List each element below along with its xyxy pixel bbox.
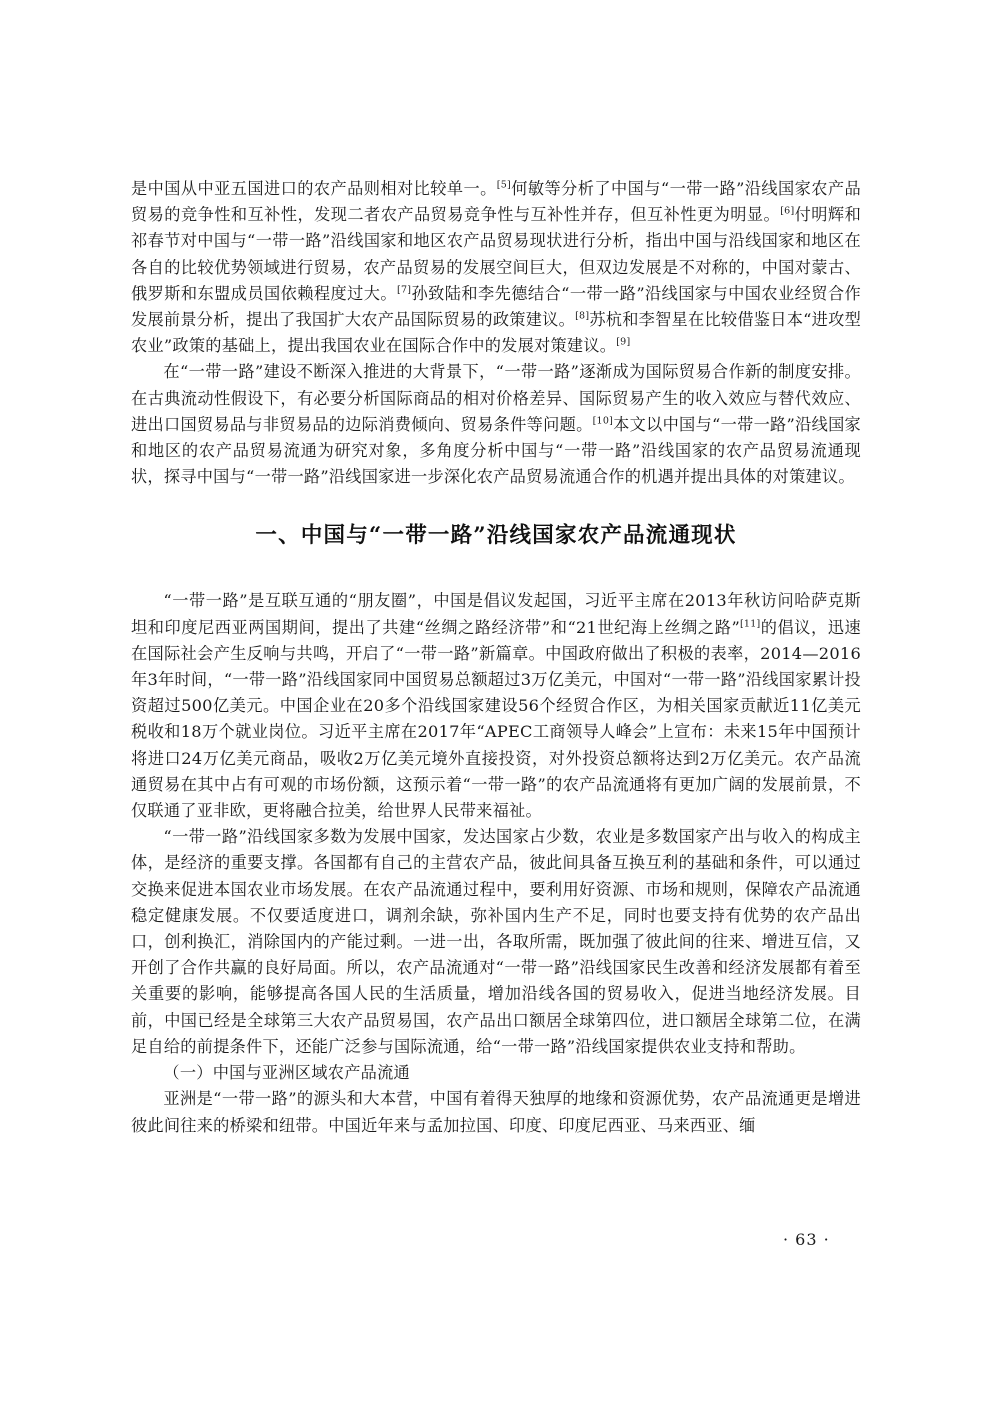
page-number: · 63 · <box>783 1230 830 1249</box>
paragraph-1-text-4: 孙致陆和李先德结合“一带一路”沿线国家与中国农业经贸合作发展前景分析，提出了我国扩大农产品国际贸易的政策建议。 <box>131 283 861 330</box>
paragraph-3 <box>131 588 861 824</box>
article-body <box>131 176 861 1139</box>
paragraph-4-text-1: “一带一路”沿线国家多数为发展中国家，发达国家占少数，农业是多数国家产出与收入的构成主体，是经济的重要支撑。各国都有自己的主营农产品，彼此间具备互换互利的基础和条件，可以通过交换来促进本国农业市场发展。在农产品流通过程中，要利用好资源、市场和规则，保障农产品流通稳定健康发展。不仅要适度进口，调剂余缺，弥补国内生产不足，同时也要支持有优势的农产品出口，创利换汇，消除国内的产能过剩。一进一出，各取所需，既加强了彼此间的往来、增进互信，又开创了合作共赢的良好局面。所以，农产品流通对“一带一路”沿线国家民生改善和经济发展都有着至关重要的影响，能够提高各国人民的生活质量，增加沿线各国的贸易收入，促进当地经济发展。目前，中国已经是全球第三大农产品贸易国，农产品出口额居全球第四位，进口额居全球第二位，在满足自给的前提条件下，还能广泛参与国际流通，给“一带一路”沿线国家提供农业支持和帮助。 <box>131 827 861 1056</box>
citation-11[interactable]: [11] <box>739 618 761 630</box>
paragraph-2-text-1: 在“一带一路”建设不断深入推进的大背景下，“一带一路”逐渐成为国际贸易合作新的制度安排。在古典流动性假设下，有必要分析国际商品的相对价格差异、国际贸易产生的收入效应与替代效应、进出口国贸易品与非贸易品的边际消费倾向、贸易条件等问题。 <box>131 362 861 434</box>
paragraph-1-text-5: 苏杭和李智星在比较借鉴日本“进攻型农业”政策的基础上，提出我国农业在国际合作中的发展对策建议。 <box>131 310 862 356</box>
citation-5[interactable]: [5] <box>496 179 512 191</box>
paragraph-1-text-2: 何敏等分析了中国与“一带一路”沿线国家农产品贸易的竞争性和互补性，发现二者农产品贸易竞争性与互补性并存，但互补性更为明显。 <box>131 179 861 225</box>
paragraph-2 <box>131 359 861 490</box>
paragraph-2-text-2: 本文以中国与“一带一路”沿线国家和地区的农产品贸易流通为研究对象，多角度分析中国与“一带一路”沿线国家的农产品贸易流通现状，探寻中国与“一带一路”沿线国家进一步深化农产品贸易流通合作的机遇并提出具体的对策建议。 <box>131 414 861 487</box>
paragraph-5 <box>131 1086 861 1138</box>
citation-8[interactable]: [8] <box>575 310 590 322</box>
paragraph-1-text-3: 付明辉和祁春节对中国与“一带一路”沿线国家和地区农产品贸易现状进行分析，指出中国与沿线国家和地区在各自的比较优势领域进行贸易，农产品贸易的发展空间巨大，但双边发展是不对称的，中国对蒙古、俄罗斯和东盟成员国依赖程度过大。 <box>131 205 862 303</box>
paragraph-1 <box>131 176 861 359</box>
paragraph-3-text-2: 的倡议，迅速在国际社会产生反响与共鸣，开启了“一带一路”新篇章。中国政府做出了积极的表率，2014—2016年3年时间，“一带一路”沿线国家同中国贸易总额超过3万亿美元，中国对“一带一路”沿线国家累计投资超过500亿美元。中国企业在20多个沿线国家建设56个经贸合作区，为相关国家贡献近11亿美元税收和18万个就业岗位。习近平主席在2017年“APEC工商领导人峰会”上宣布：未来15年中国预计将进口24万亿美元商品，吸收2万亿美元境外直接投资，对外投资总额将达到2万亿美元。农产品流通贸易在其中占有可观的市场份额，这预示着“一带一路”的农产品流通将有更加广阔的发展前景，不仅联通了亚非欧，更将融合拉美，给世界人民带来福祉。 <box>131 617 861 821</box>
section-heading: 一、中国与“一带一路”沿线国家农产品流通现状 <box>255 523 737 549</box>
paragraph-5-text-1: 亚洲是“一带一路”的源头和大本营，中国有着得天独厚的地缘和资源优势，农产品流通更是增进彼此间往来的桥梁和纽带。中国近年来与孟加拉国、印度、印度尼西亚、马来西亚、缅 <box>131 1089 861 1135</box>
paragraph-3-text-1: “一带一路”是互联互通的“朋友圈”，中国是倡议发起国，习近平主席在2013年秋访问哈萨克斯坦和印度尼西亚两国期间，提出了共建“丝绸之路经济带”和“21世纪海上丝绸之路” <box>131 591 861 637</box>
citation-10[interactable]: [10] <box>592 415 614 427</box>
paragraph-4 <box>131 824 861 1060</box>
citation-9[interactable]: [9] <box>616 336 631 348</box>
citation-7[interactable]: [7] <box>397 284 412 296</box>
subsection-heading: （一）中国与亚洲区域农产品流通 <box>163 1063 410 1083</box>
citation-6[interactable]: [6] <box>780 205 795 217</box>
paragraph-1-text-1: 是中国从中亚五国进口的农产品则相对比较单一。 <box>131 179 497 198</box>
